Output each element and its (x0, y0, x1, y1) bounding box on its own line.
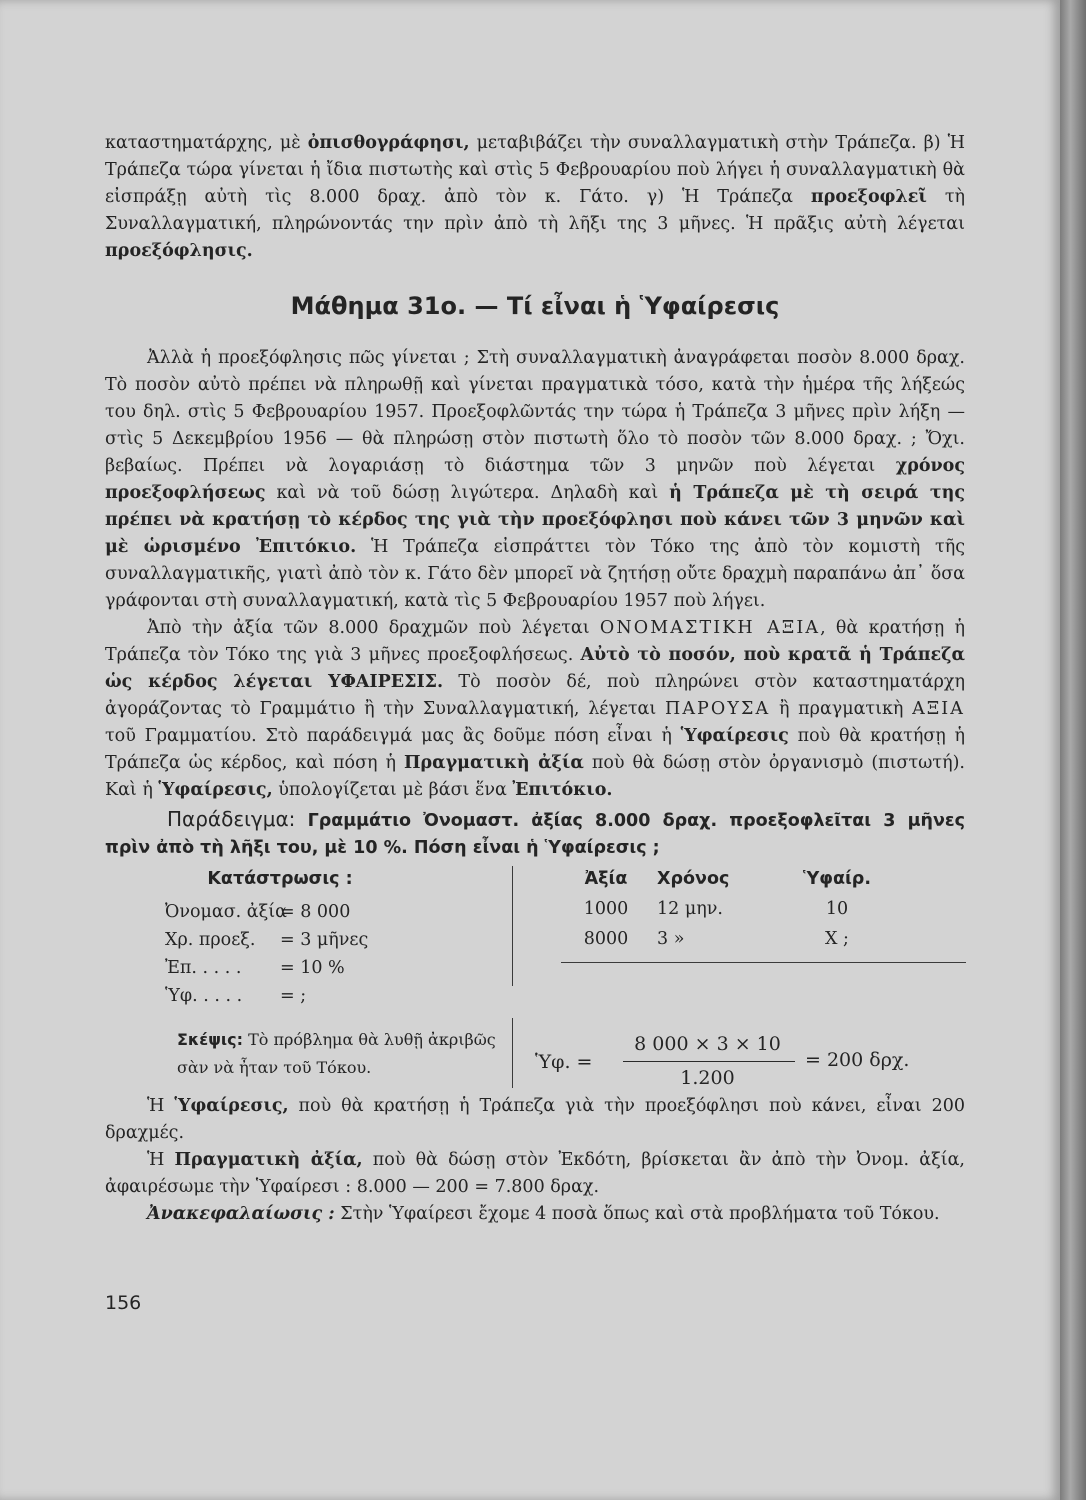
book-spine (1060, 0, 1086, 1500)
divider-line (512, 866, 513, 986)
recap-label: Ἀνακεφαλαίωσις : (147, 1204, 335, 1224)
proportion-table (561, 866, 966, 956)
bold-term: προεξόφλησις. (105, 241, 253, 261)
bold-term: προεξοφλεῖ (810, 187, 927, 207)
example-text: Γραμμάτιο Ὀνομαστ. ἀξίας 8.000 δραχ. προεξοφλεῖται 3 μῆνες πρὶν ἀπὸ τὴ λῆξι του, μὲ 10 %. Πόση εἶναι ἡ Ὑφαίρεσις ; (105, 811, 965, 858)
layout-value: = 8 000 (280, 902, 351, 922)
text-run: μεταβιβάζει τὴν συναλλαγματικὴ στὴν Τράπεζα. β) Ἡ Τράπεζα τώρα γίνεται ἡ ἴδια πιστωτὴς καὶ στὶς 5 Φεβρουαρίου ποὺ λήγει ἡ συναλλαγματικὴ θὰ εἰσπράξῃ αὐτὴ τὶς 8.000 δραχ. ἀπὸ τὸν κ. Γάτο. γ) Ἡ Τράπεζα (105, 133, 965, 207)
text-run: Τὸ ποσὸν δέ, ποὺ πληρώνει στὸν καταστηματάρχη ἀγοράζοντας τὸ Γραμμάτιο ἢ τὴν Συναλλαγματική, λέγεται (105, 672, 965, 719)
formula-result: = 200 δρχ. (805, 1049, 910, 1071)
layout-row (165, 927, 485, 955)
paragraph-result (105, 1093, 965, 1147)
table-row (561, 926, 966, 956)
example-statement (105, 806, 965, 862)
text-run: ποὺ θὰ κρατήσῃ ἡ Τράπεζα γιὰ τὴν προεξόφλησι ποὺ κάνει, εἶναι 200 δραχμές. (105, 1096, 965, 1143)
layout-label: Ἐπ. . . . . (165, 958, 242, 978)
lesson-heading: Μάθημα 31ο. — Τί εἶναι ἡ Ὑφαίρεσις (290, 292, 780, 320)
table-cell: 1000 (583, 899, 629, 919)
text-run: Ἡ (147, 1096, 175, 1116)
layout-label: Ὀνομασ. ἀξία (165, 902, 287, 922)
layout-row (165, 983, 485, 1011)
layout-row (165, 955, 485, 983)
layout-value: = 3 μῆνες (280, 930, 369, 950)
bold-term: Πραγματικὴ ἀξία, (174, 1150, 363, 1170)
table-cell: 12 μην. (657, 899, 723, 919)
page-content (105, 130, 965, 1228)
bold-term: Πραγματικὴ ἀξία (404, 753, 584, 773)
text-run: ἢ πραγματικὴ (770, 699, 913, 719)
text-run: ποὺ θὰ δώσῃ στὸν ὀργανισμὸ (πιστωτή). Καὶ ἡ (105, 753, 965, 800)
calculation-block (105, 866, 965, 1091)
discount-formula (535, 1031, 965, 1091)
text-run: Ἡ (147, 1150, 175, 1170)
bold-term: Αὐτὸ τὸ ποσόν, ποὺ κρατᾶ ἡ Τράπεζα ὡς κέρδος λέγεται ΥΦΑΙΡΕΣΙΣ. (105, 645, 965, 692)
bold-term: Ὑφαίρεσις, (174, 1096, 289, 1116)
text-run: Ἀπὸ τὴν ἀξία τῶν 8.000 δραχμῶν ποὺ λέγεται (147, 618, 600, 638)
paragraph-discount (105, 345, 965, 615)
layout-value: = ; (280, 986, 307, 1006)
column-header: Ἀξία (584, 869, 628, 889)
text-run: τοῦ Γραμματίου. Στὸ παράδειγμά μας ἂς δοῦμε πόση εἶναι ἡ (105, 726, 681, 746)
table-cell: 8000 (583, 929, 629, 949)
text-run: ὑπολογίζεται μὲ βάσι ἕνα (272, 780, 513, 800)
bold-term: ἡ Τράπεζα μὲ τὴ σειρά της πρέπει νὰ κρατήσῃ τὸ κέρδος της γιὰ τὴν προεξόφλησι ποὺ κάνει τῶν 3 μηνῶν καὶ μὲ ὡρισμένο Ἐπιτόκιο. (105, 483, 966, 557)
layout-label: Ὑφ. . . . . (165, 986, 243, 1006)
reasoning-note (177, 1026, 507, 1082)
text-run: τὴ Συναλλαγματική, πληρώνοντάς την πρὶν ἀπὸ τὴ λῆξι της 3 μῆνες. Ἡ πρᾶξις αὐτὴ λέγεται (105, 187, 966, 234)
example-label: Παράδειγμα: (167, 807, 296, 831)
bold-term: ὀπισθογράφησι, (307, 133, 470, 153)
text-run: καὶ νὰ τοῦ δώσῃ λιγώτερα. Δηλαδὴ καὶ (265, 483, 670, 503)
reasoning-label: Σκέψις: (177, 1030, 244, 1049)
bold-term: Ὑφαίρεσις, (158, 780, 273, 800)
column-header: Χρόνος (657, 869, 730, 889)
layout-list (165, 866, 485, 1011)
table-header (561, 866, 966, 896)
text-run: , θὰ κρατήσῃ ἡ Τράπεζα τὸν Τόκο της γιὰ 3 μῆνες προεξοφλήσεως. (105, 618, 966, 665)
formula-denominator: 1.200 (680, 1067, 735, 1089)
paragraph-definition (105, 615, 965, 804)
table-row (561, 896, 966, 926)
text-run: Ἡ Τράπεζα εἰσπράττει τὸν Τόκο της ἀπὸ τὸν κομιστὴ τῆς συναλλαγματικῆς, γιατὶ ἀπὸ τὸν κ. Γάτο δὲν μπορεῖ νὰ ζητήσῃ οὔτε δραχμὴ παραπάνω ἀπ᾽ ὅσα γράφονται στὴ συναλλαγματική, κατὰ τὶς 5 Φεβρουαρίου 1957 ποὺ λήγει. (105, 537, 965, 611)
table-rule (561, 962, 966, 963)
layout-value: = 10 % (280, 958, 345, 978)
column-header: Ὑφαίρ. (803, 869, 871, 889)
text-run: Ἀλλὰ ἡ προεξόφλησις πῶς γίνεται ; Στὴ συναλλαγματικὴ ἀναγράφεται ποσὸν 8.000 δραχ. Τὸ ποσὸν αὐτὸ πρέπει νὰ πληρωθῇ καὶ γίνεται πραγματικὰ τόσο, κατὰ τὴν ἡμέρα τῆς λήξεώς του δηλ. στὶς 5 Φεβρουαρίου 1957. Προεξοφλῶντάς την τώρα ἡ Τράπεζα 3 μῆνες πρὶν λήξη — στὶς 5 Δεκεμβρίου 1956 — θὰ πληρώσῃ στὸν πιστωτὴ ὅλο τὸ ποσὸν τῶν 8.000 δραχ. ; Ὄχι. βεβαίως. Πρέπει νὰ λογαριάσῃ τὸ διάστημα τῶν 3 μηνῶν ποὺ λέγεται (105, 348, 965, 476)
text-run: ποὺ θὰ δώσῃ στὸν Ἐκδότη, βρίσκεται ἂν ἀπὸ τὴν Ὀνομ. ἀξία, ἀφαιρέσωμε τὴν Ὑφαίρεσι : 8.000 — 200 = 7.800 δραχ. (105, 1150, 965, 1197)
bold-term: Ἐπιτόκιο. (512, 780, 613, 800)
formula-lhs: Ὑφ. = (535, 1051, 593, 1073)
table-cell: 10 (825, 899, 849, 919)
term-caps: ΟΝΟΜΑΣΤΙΚΗ ΑΞΙΑ (599, 618, 821, 638)
layout-label: Χρ. προεξ. (165, 930, 256, 950)
formula-numerator: 8 000 × 3 × 10 (634, 1033, 781, 1055)
paragraph-intro (105, 130, 965, 265)
divider-line (512, 1018, 513, 1088)
term-caps: ΠΑΡΟΥΣΑ (664, 699, 771, 719)
paragraph-recap (105, 1201, 965, 1228)
layout-row (165, 899, 485, 927)
term-caps: ΑΞΙΑ (912, 699, 965, 719)
text-run: ποὺ θὰ κρατήσῃ ἡ Τράπεζα ὡς κέρδος, καὶ πόση ἡ (105, 726, 965, 773)
table-cell: 3 » (657, 929, 685, 949)
layout-title: Κατάστρωσις : (207, 869, 353, 889)
page-number: 156 (105, 1292, 142, 1314)
bold-term: χρόνος προεξοφλήσεως (105, 456, 965, 503)
bold-term: Ὑφαίρεσις (680, 726, 789, 746)
table-cell: Χ ; (825, 929, 849, 949)
text-run: καταστηματάρχης, μὲ (105, 133, 308, 153)
reasoning-text: Τὸ πρόβλημα θὰ λυθῇ ἀκριβῶς σὰν νὰ ἦταν τοῦ Τόκου. (177, 1030, 496, 1077)
recap-text: Στὴν Ὑφαίρεσι ἔχομε 4 ποσὰ ὅπως καὶ στὰ προβλήματα τοῦ Τόκου. (334, 1204, 940, 1224)
fraction-bar (623, 1061, 795, 1062)
paragraph-real-value (105, 1147, 965, 1201)
